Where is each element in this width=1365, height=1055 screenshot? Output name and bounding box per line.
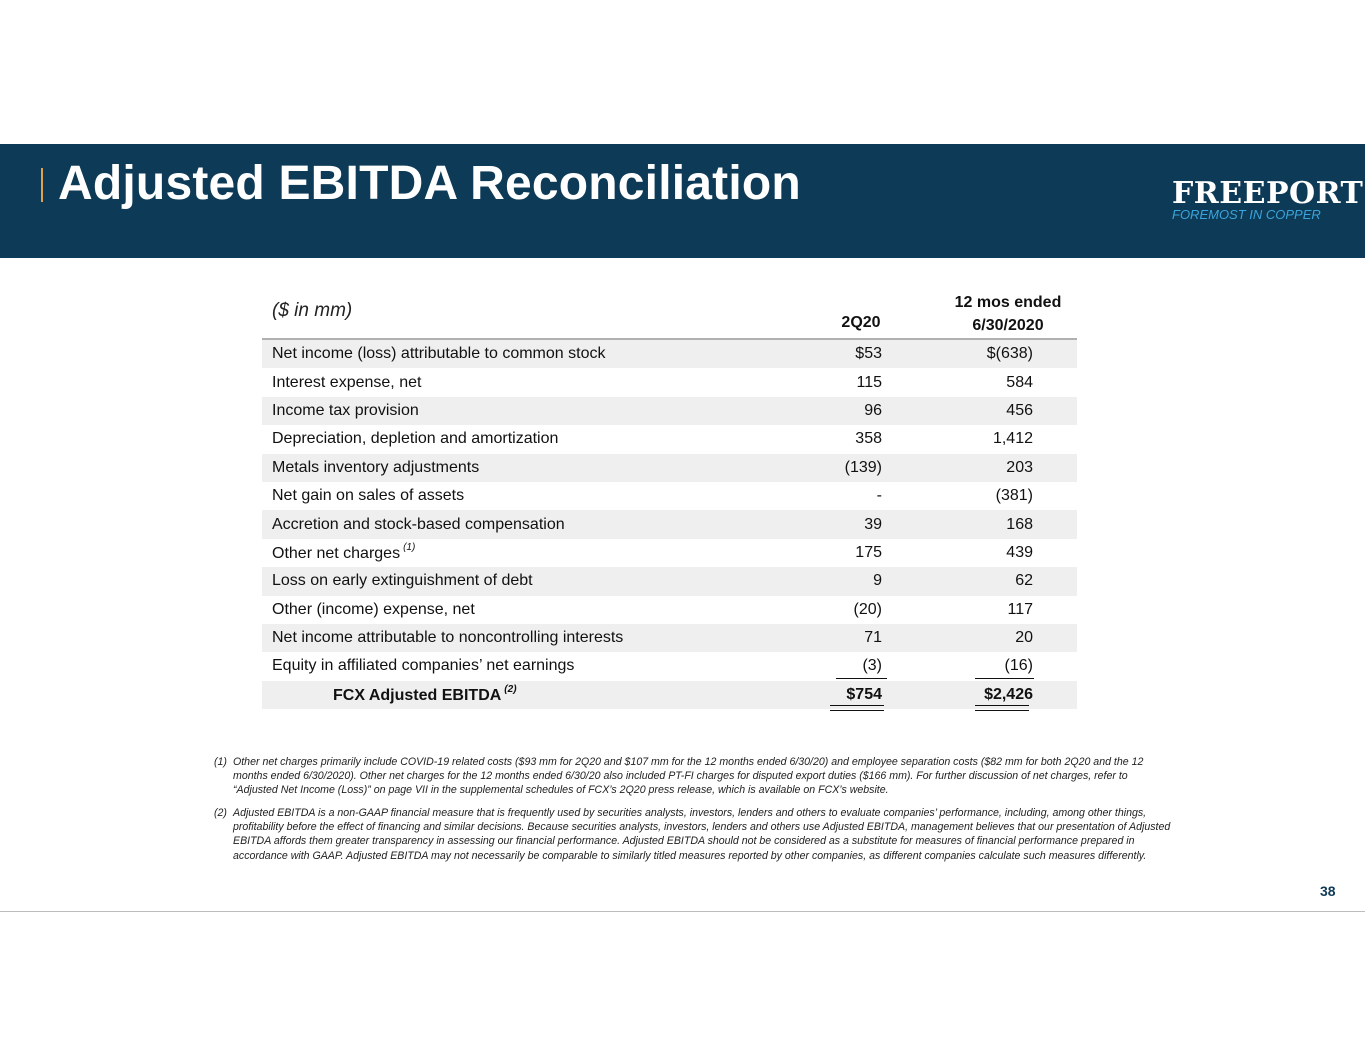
row-label: Loss on early extinguishment of debt	[272, 572, 533, 590]
row-label: Net income (loss) attributable to common stock	[272, 345, 606, 363]
table-row	[262, 454, 1077, 482]
total-label-with-footnote	[333, 684, 517, 705]
row-value-12-months: 584	[1006, 373, 1033, 391]
footnote-text: Other net charges primarily include COVID-19 related costs ($93 mm for 2Q20 and $107 mm for the 12 months ended 6/30/20) and employee separation costs ($82 mm for both 2Q20 and the 12 months ended 6/30/2020). Other net charges for the 12 months ended 6/30/20 also included PT-FI charges for disputed export duties ($166 mm). For further discussion of net charges, refer to “Adjusted Net Income (Loss)” on page VII in the supplemental schedules of FCX’s 2Q20 press release, which is available on FCX’s website.	[233, 756, 1144, 797]
total-value-2q20: $754	[846, 685, 882, 703]
title-accent-bar	[41, 168, 43, 202]
page-number: 38	[1320, 883, 1336, 899]
total-label: FCX Adjusted EBITDA	[333, 687, 502, 705]
row-label: Equity in affiliated companies’ net earnings	[272, 657, 575, 675]
row-value-12-months: (16)	[1004, 657, 1033, 675]
row-value-12-months: 439	[1006, 543, 1033, 561]
row-value-2q20: 9	[873, 572, 882, 590]
row-value-2q20: 115	[856, 373, 882, 391]
row-label: Income tax provision	[272, 401, 419, 419]
row-label: Other net charges	[272, 545, 401, 563]
row-value-12-months: 1,412	[992, 430, 1033, 448]
row-label: Net income attributable to noncontrolling interests	[272, 629, 624, 647]
row-value-2q20: 96	[864, 401, 882, 419]
table-row	[262, 652, 1077, 680]
table-row	[262, 624, 1077, 652]
row-label: Metals inventory adjustments	[272, 458, 480, 476]
table-row	[262, 368, 1077, 396]
table-row	[262, 596, 1077, 624]
bottom-rule	[0, 911, 1365, 912]
table-row	[262, 510, 1077, 538]
table-row	[262, 425, 1077, 453]
slide-title: Adjusted EBITDA Reconciliation	[58, 157, 801, 210]
row-value-2q20: (3)	[862, 657, 882, 675]
freeport-logo-tagline: FOREMOST IN COPPER	[1172, 207, 1321, 222]
row-value-2q20: 358	[855, 430, 882, 448]
footnote-marker: (2)	[504, 684, 517, 696]
double-underline-2q20	[830, 705, 884, 711]
footnote-marker: (1)	[403, 542, 416, 554]
row-label: Depreciation, depletion and amortization	[272, 430, 559, 448]
footnote-2	[214, 806, 1174, 863]
reconciliation-table	[262, 340, 1077, 709]
total-value-12-months: $2,426	[984, 685, 1033, 703]
row-value-2q20: 71	[864, 629, 882, 647]
units-label: ($ in mm)	[272, 300, 353, 321]
table-row	[262, 397, 1077, 425]
footnote-text: Adjusted EBITDA is a non-GAAP financial measure that is frequently used by securities analysts, investors, lenders and others to evaluate companies’ performance, including, among other things, profitability before the effect of financing and similar decisions. Because securities analysts, investors, lenders and others use Adjusted EBITDA, management believes that our presentation of Adjusted EBITDA affords them greater transparency in assessing our financial performance. Adjusted EBITDA should not be considered as a substitute for measures of financial performance prepared in accordance with GAAP. Adjusted EBITDA may not necessarily be comparable to similarly titled measures reported by other companies, as different companies calculate such measures differently.	[233, 807, 1171, 862]
row-value-12-months: 62	[1015, 572, 1033, 590]
row-label: Net gain on sales of assets	[272, 487, 465, 505]
row-value-12-months: 168	[1006, 515, 1033, 533]
row-label: Interest expense, net	[272, 373, 422, 391]
row-value-12-months: $(638)	[986, 345, 1033, 363]
row-value-2q20: 39	[864, 515, 882, 533]
row-value-2q20: (139)	[844, 458, 882, 476]
row-value-12-months: 456	[1006, 401, 1033, 419]
subtotal-rule-12-months	[975, 678, 1034, 679]
table-row	[262, 567, 1077, 595]
row-label-with-footnote	[272, 542, 415, 563]
subtotal-rule-2q20	[836, 678, 887, 679]
table-row	[262, 340, 1077, 368]
freeport-logo-word: FREEPORT	[1172, 176, 1364, 211]
row-value-12-months: 20	[1015, 629, 1033, 647]
row-value-2q20: 175	[855, 543, 882, 561]
footnote-number: (2)	[214, 807, 227, 819]
table-row	[262, 539, 1077, 567]
row-value-12-months: 117	[1007, 600, 1033, 618]
row-label: Accretion and stock-based compensation	[272, 515, 565, 533]
row-value-2q20: (20)	[853, 600, 882, 618]
row-label: Other (income) expense, net	[272, 600, 475, 618]
footnote-1	[214, 755, 1174, 798]
total-row	[262, 681, 1077, 709]
table-row	[262, 482, 1077, 510]
column-header-12-months-line1: 12 mos ended	[954, 294, 1062, 311]
footnote-number: (1)	[214, 756, 227, 768]
column-header-12-months	[938, 291, 1078, 337]
row-value-2q20: $53	[855, 345, 882, 363]
double-underline-12-months	[975, 705, 1029, 711]
row-value-2q20: -	[876, 487, 882, 505]
column-header-12-months-line2: 6/30/2020	[972, 317, 1044, 334]
column-header-2q20: 2Q20	[841, 314, 881, 331]
row-value-12-months: 203	[1006, 458, 1033, 476]
row-value-12-months: (381)	[995, 487, 1033, 505]
